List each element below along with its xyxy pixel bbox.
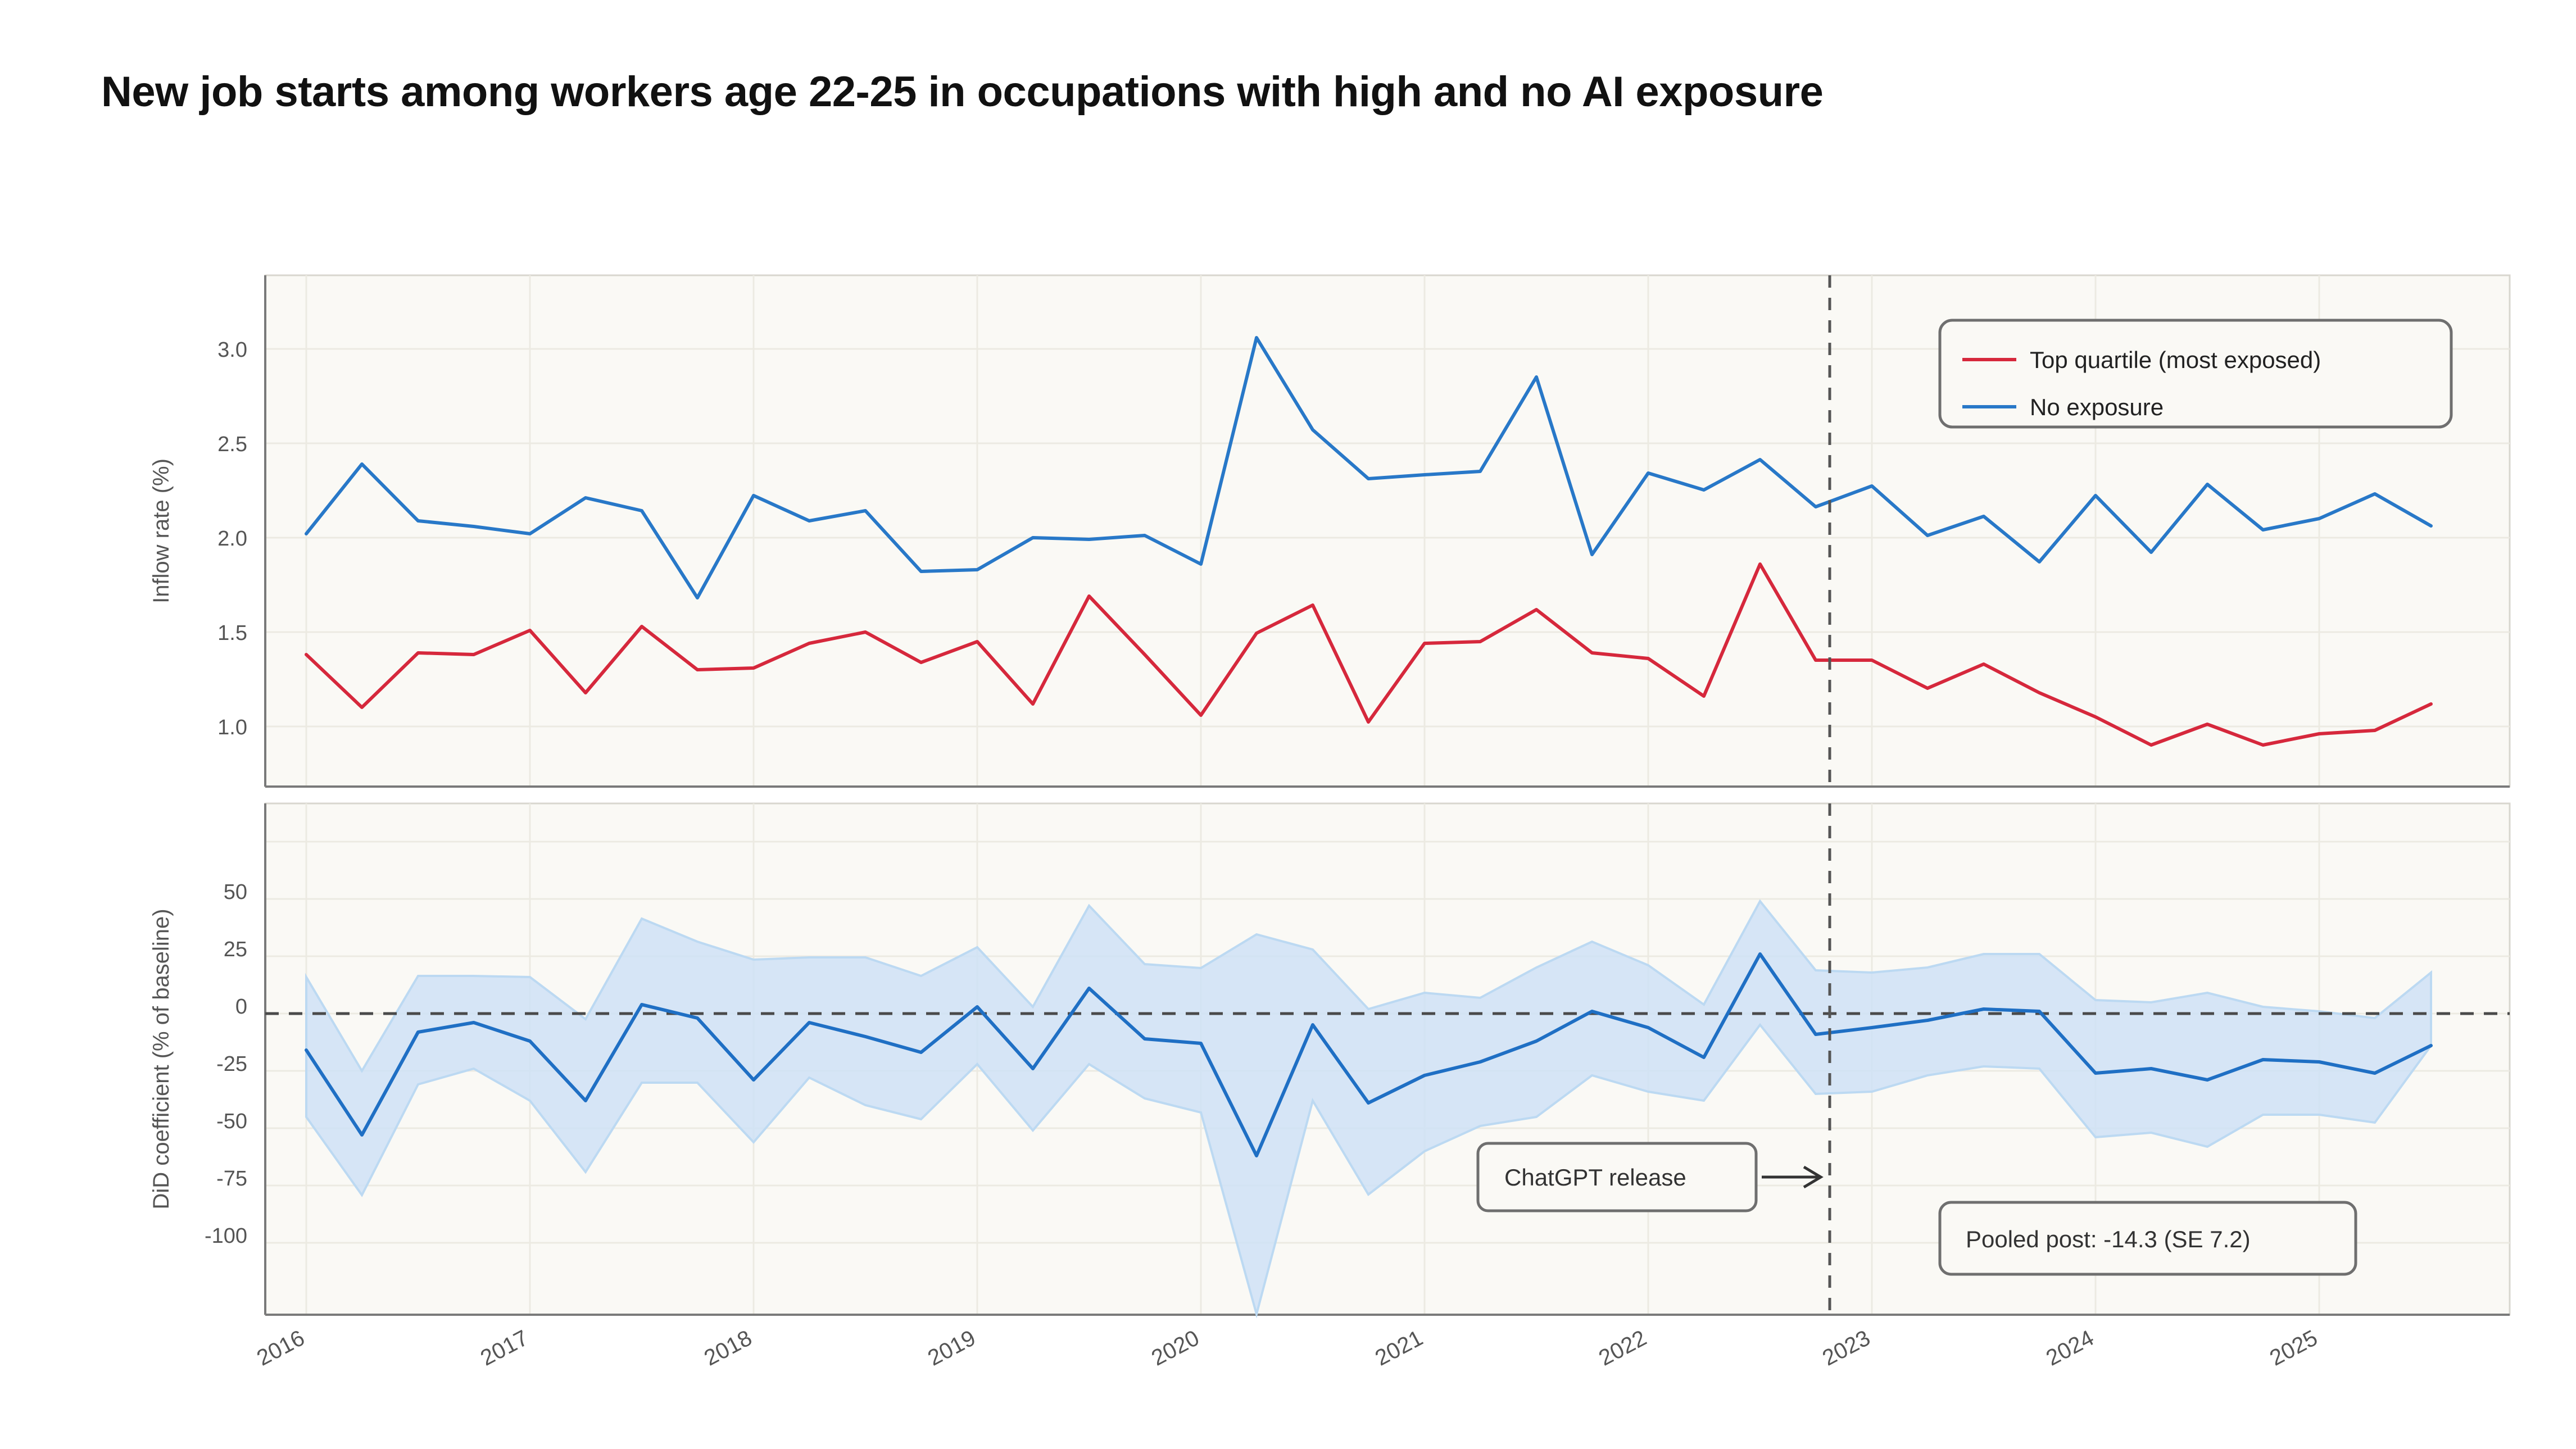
pooled-post-annotation [1940,1202,2356,1274]
svg-text:2025: 2025 [2266,1325,2322,1371]
legend-label-top-quartile: Top quartile (most exposed) [2030,347,2321,373]
svg-text:3.0: 3.0 [217,338,247,362]
svg-text:2022: 2022 [1595,1325,1651,1371]
svg-text:-50: -50 [216,1110,247,1133]
svg-text:2020: 2020 [1148,1325,1204,1371]
bottom-panel-ytick-labels [205,880,247,1248]
svg-text:2.0: 2.0 [217,527,247,551]
chart-legend [1940,320,2451,427]
chatgpt-release-label: ChatGPT release [1504,1164,1686,1191]
svg-text:1.5: 1.5 [217,621,247,645]
svg-text:2023: 2023 [1818,1325,1875,1371]
svg-text:2017: 2017 [476,1325,533,1371]
top-panel-ylabel: Inflow rate (%) [149,458,174,603]
top-panel-ytick-labels [217,338,247,739]
svg-text:25: 25 [223,938,247,961]
svg-text:2024: 2024 [2042,1325,2098,1371]
page-title: New job starts among workers age 22-25 in occupations with high and no AI exposure [101,68,1824,116]
pooled-post-label: Pooled post: -14.3 (SE 7.2) [1966,1226,2251,1252]
bottom-panel-ylabel: DiD coefficient (% of baseline) [149,909,174,1210]
legend-label-no-exposure: No exposure [2030,394,2164,420]
svg-text:2021: 2021 [1371,1325,1427,1371]
svg-text:0: 0 [235,995,247,1019]
svg-text:2018: 2018 [700,1325,756,1371]
svg-text:2.5: 2.5 [217,433,247,456]
svg-text:-25: -25 [216,1052,247,1076]
svg-text:2019: 2019 [924,1325,980,1371]
svg-text:1.0: 1.0 [217,716,247,739]
x-axis-tick-labels [253,1325,2321,1371]
svg-text:-100: -100 [204,1224,247,1248]
svg-text:50: 50 [223,880,247,904]
svg-text:-75: -75 [216,1167,247,1191]
svg-text:2016: 2016 [252,1325,309,1371]
